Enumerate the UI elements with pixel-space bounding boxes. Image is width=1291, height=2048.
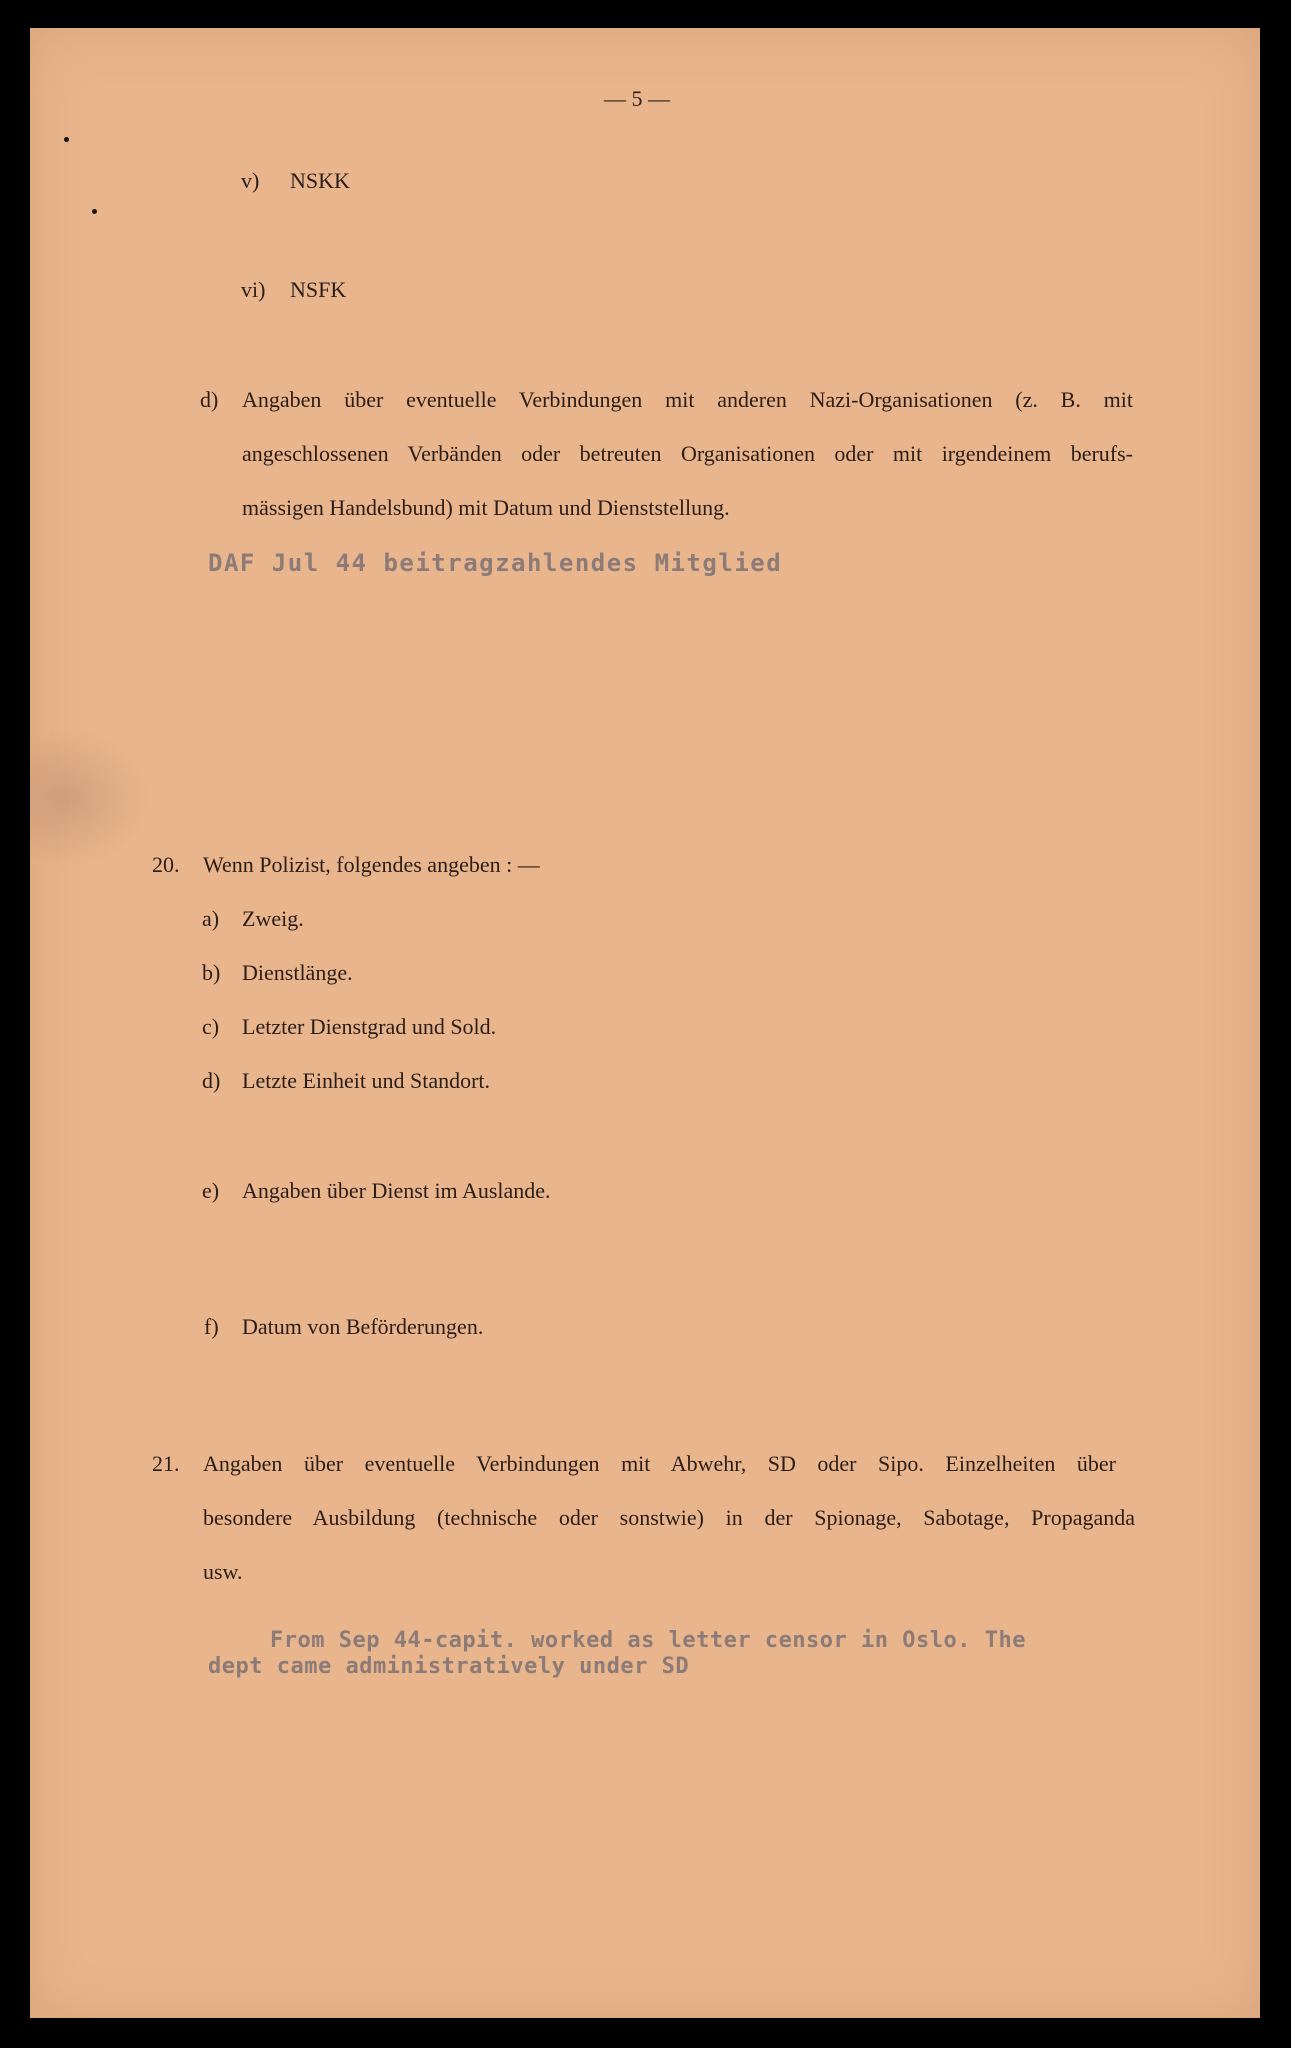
q21-typed-answer-line-2: dept came administratively under SD [208,1654,690,1679]
q20-b-text: Dienstlänge. [242,960,353,985]
item-d-typed-answer: DAF Jul 44 beitragzahlendes Mitglied [208,549,783,577]
q21-line-3: usw. [203,1559,243,1584]
q20-c-text: Letzter Dienstgrad und Sold. [242,1014,497,1039]
q20-a-label: a) [202,906,220,931]
item-vi-text: NSFK [290,277,347,302]
q21-typed-answer-line-1: From Sep 44-capit. worked as letter censor in Oslo. The [270,1628,1026,1653]
q20-number: 20. [152,852,180,877]
item-v-label: v) [241,168,260,193]
q20-f-text: Datum von Beförderungen. [242,1314,484,1339]
q20-e-label: e) [202,1178,220,1203]
item-d-label: d) [200,387,219,412]
ink-speck [64,137,69,142]
item-vi-label: vi) [241,277,266,302]
q20-d-text: Letzte Einheit und Standort. [242,1068,491,1093]
q20-e-text: Angaben über Dienst im Auslande. [242,1178,551,1203]
q20-a-text: Zweig. [242,906,304,931]
page-number: — 5 — [604,86,670,111]
q20-f-label: f) [204,1314,219,1339]
q20-b-label: b) [202,960,221,985]
q20-text: Wenn Polizist, folgendes angeben : — [203,852,540,877]
item-v-text: NSKK [290,168,350,193]
q21-line-1: Angaben über eventuelle Verbindungen mit Abwehr, SD oder Sipo. Einzelheiten über [203,1451,1116,1476]
q20-c-label: c) [202,1014,220,1039]
ink-speck [92,209,97,214]
q20-d-label: d) [202,1068,221,1093]
q21-number: 21. [152,1451,180,1476]
item-d-line-3: mässigen Handelsbund) mit Datum und Dienststellung. [242,495,730,520]
item-d-line-1: Angaben über eventuelle Verbindungen mit anderen Nazi-Organisationen (z. B. mit [242,387,1133,412]
item-d-line-2: angeschlossenen Verbänden oder betreuten Organisationen oder mit irgendeinem berufs- [242,441,1133,466]
q21-line-2: besondere Ausbildung (technische oder sonstwie) in der Spionage, Sabotage, Propaganda [203,1505,1135,1530]
